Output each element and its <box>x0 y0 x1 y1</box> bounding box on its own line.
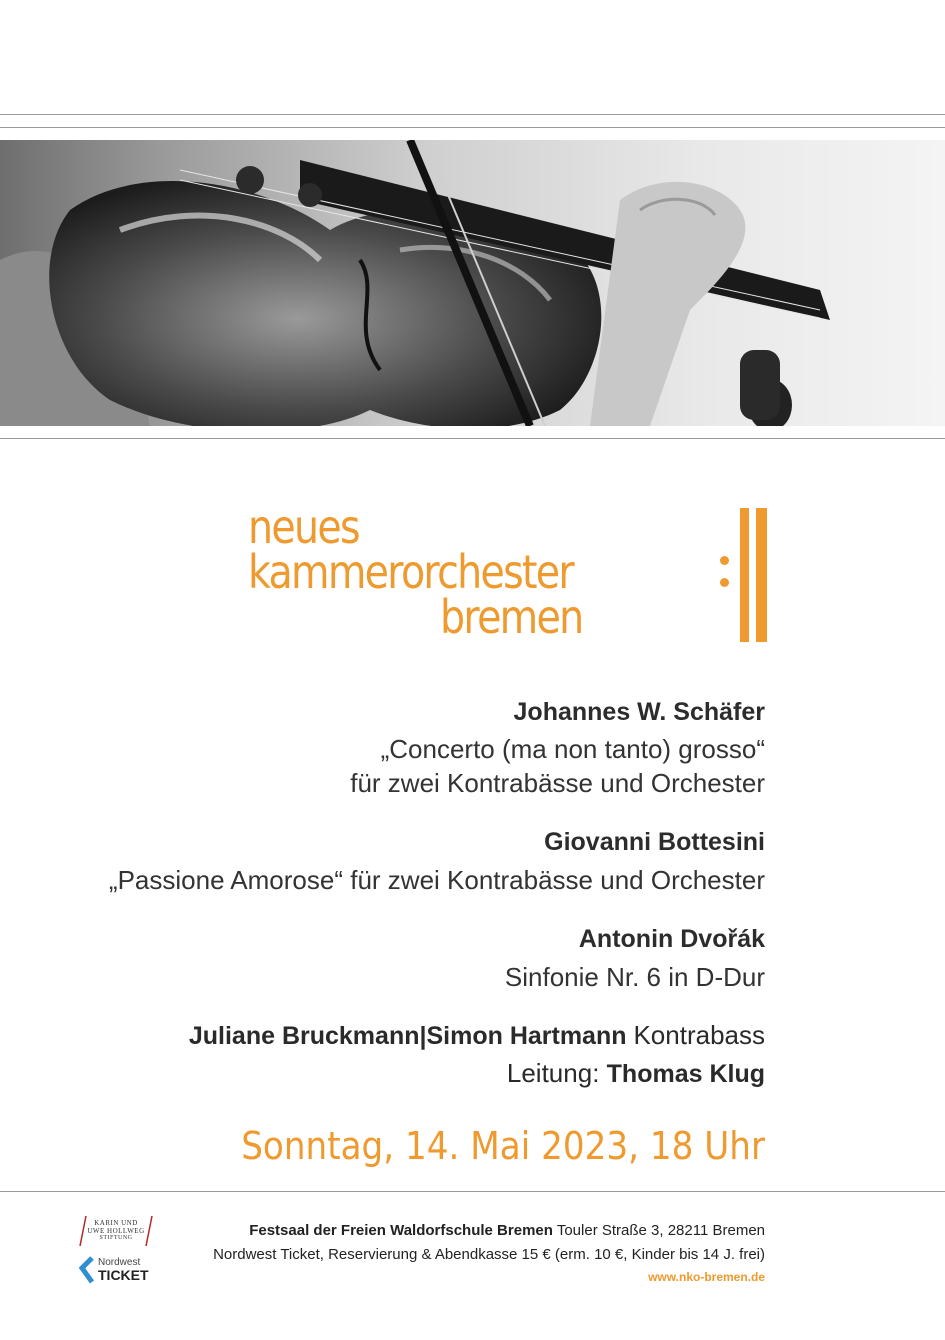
composer-schaefer: Johannes W. Schäfer <box>513 698 765 726</box>
work-bottesini: „Passione Amorose“ für zwei Kontrabässe und Orchester <box>108 865 765 895</box>
logo-repeat-dot-bottom <box>720 578 729 587</box>
venue-address: Touler Straße 3, 28211 Bremen <box>556 1222 765 1239</box>
foundation-name-line2: UWE HOLLWEG <box>87 1227 145 1235</box>
logo-repeat-dot-top <box>720 556 729 565</box>
venue-line <box>249 1222 765 1239</box>
composer-bottesini: Giovanni Bottesini <box>544 828 765 856</box>
logo-bar-thick <box>756 508 767 642</box>
violin-photo-icon <box>0 140 945 426</box>
foundation-name-line1: KARIN UND <box>94 1219 138 1227</box>
top-rule-1 <box>0 114 945 115</box>
top-rule-2 <box>0 127 945 128</box>
photo-bottom-rule <box>0 438 945 439</box>
foundation-name-line3: STIFTUNG <box>99 1235 133 1241</box>
ticket-chevron-icon <box>78 1256 96 1284</box>
logo-line-kammerorchester: kammerorchester <box>248 545 573 599</box>
footer-rule <box>0 1191 945 1192</box>
conductor-line <box>507 1058 765 1089</box>
website-link[interactable]: www.nko-bremen.de <box>648 1270 765 1284</box>
ticket-big-label: TICKET <box>98 1267 149 1283</box>
logo-line-bremen: bremen <box>440 590 583 644</box>
venue-name: Festsaal der Freien Waldorfschule Bremen <box>249 1222 553 1239</box>
work-schaefer-line1: „Concerto (ma non tanto) grosso“ <box>380 734 765 764</box>
logo-bar-thin <box>740 508 749 642</box>
orchestra-logo <box>248 500 778 650</box>
work-schaefer-line2: für zwei Kontrabässe und Orchester <box>350 768 765 798</box>
soloists-names: Juliane Bruckmann|Simon Hartmann <box>188 1022 627 1050</box>
ticket-small-label: Nordwest <box>98 1257 141 1268</box>
conductor-name: Thomas Klug <box>606 1060 765 1088</box>
nordwest-ticket-logo <box>78 1256 168 1286</box>
soloists-line <box>189 1020 765 1051</box>
work-dvorak: Sinfonie Nr. 6 in D-Dur <box>504 962 765 992</box>
ticket-info: Nordwest Ticket, Reservierung & Abendkasse 15 € (erm. 10 €, Kinder bis 14 J. frei) <box>213 1246 765 1263</box>
composer-dvorak: Antonin Dvořák <box>578 925 765 953</box>
violin-photo <box>0 140 945 426</box>
conductor-label: Leitung: <box>506 1058 600 1088</box>
event-date: Sonntag, 14. Mai 2023, 18 Uhr <box>241 1124 765 1168</box>
logo-line-neues: neues <box>248 500 359 554</box>
soloists-instrument: Kontrabass <box>633 1020 765 1050</box>
